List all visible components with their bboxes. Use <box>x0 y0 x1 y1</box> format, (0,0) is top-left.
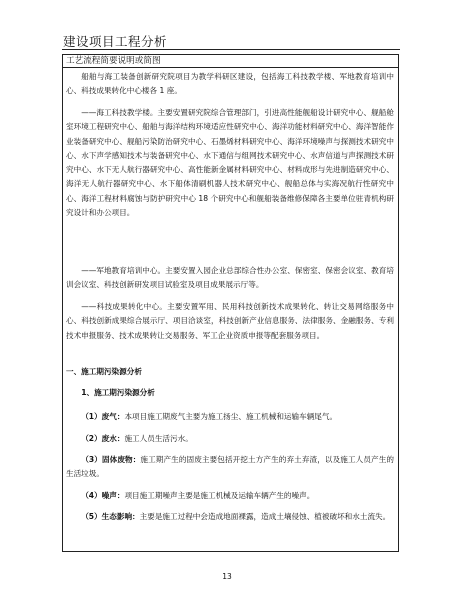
paragraph-overview: 船舶与海工装备创新研究院项目为教学科研区建设，包括海工科技教学楼、军地教育培训中心、科技成果转化中心楼各 1 座。 <box>66 72 394 96</box>
construction-pollution-heading: 一、施工期污染源分析 <box>66 367 142 376</box>
page-title: 建设项目工程分析 <box>63 34 168 49</box>
paragraph-transfer-center: ——科技成果转化中心。主要安置军用、民用科技创新技术成果转化、转让交易网络服务中心、科技创新成果综合展示厅、项目洽谈室，科技创新产业信息服务、法律服务、金融服务、专利技术申报服务、技术成果转让交易服务、军工企业资质申报等配套服务项目。 <box>66 302 394 340</box>
item-label: （5）生态影响： <box>81 512 140 521</box>
item-exhaust <box>66 410 394 424</box>
paragraph-teaching-building: ——海工科技教学楼。主要安置研究院综合管理部门，引进高性能舰船设计研究中心、舰船舱室环境工程研究中心、船舶与海洋结构环境适应性研究中心、海洋功能材料研究中心、海洋智能作业装备研究中心、舰船污染防治研究中心、石墨烯材料研究中心、海洋环境噪声与探测技术研究中心、水下声学感知技术与装备研究中心、水下通信与组网技术研究中心、水声信道与声探测技术研究中心、水下无人航行器研究中心、高性能新金属材料研究中心、材料成形与先进制造研究中心、海洋无人航行器研究中心、水下船体清刷机器人技术研究中心、舰船总体与实海况航行性研究中心、海洋工程材料腐蚀与防护研究中心 18 个研究中心和舰船装备维修保障各主要单位驻青机构研究设计和办公项目。 <box>66 108 394 218</box>
frame-divider <box>62 67 399 68</box>
item-label: （4）噪声： <box>81 491 125 500</box>
item-label: （3）固体废物： <box>81 455 141 464</box>
item-label: （1）废气： <box>81 412 125 421</box>
item-text: 本项目施工期废气主要为施工扬尘、施工机械和运输车辆尾气。 <box>124 412 338 421</box>
item-solid-waste <box>66 453 394 482</box>
title-underline <box>62 49 400 50</box>
item-text: 主要是施工过程中会造成地面裸露，造成土壤侵蚀、植被破坏和水土流失。 <box>139 512 391 521</box>
item-text: 施工期产生的固废主要包括开挖土方产生的弃土弃渣，以及施工人员产生的生活垃圾。 <box>66 455 394 479</box>
process-section-heading: 工艺流程简要说明或简图 <box>66 56 161 66</box>
page-number: 13 <box>222 572 232 581</box>
item-label: （2）废水： <box>81 434 125 443</box>
construction-pollution-subheading: 1、施工期污染源分析 <box>81 388 155 397</box>
item-wastewater <box>66 432 394 446</box>
item-text: 项目施工期噪声主要是施工机械及运输车辆产生的噪声。 <box>124 491 315 500</box>
item-text: 施工人员生活污水。 <box>124 434 193 443</box>
item-noise <box>66 489 394 503</box>
paragraph-training-center: ——军地教育培训中心。主要安置入园企业总部综合性办公室、保密室、保密会议室、教育培训会议室、科技创新研发项目试验室及项目成果展示厅等。 <box>66 266 394 290</box>
item-ecology <box>66 510 394 524</box>
